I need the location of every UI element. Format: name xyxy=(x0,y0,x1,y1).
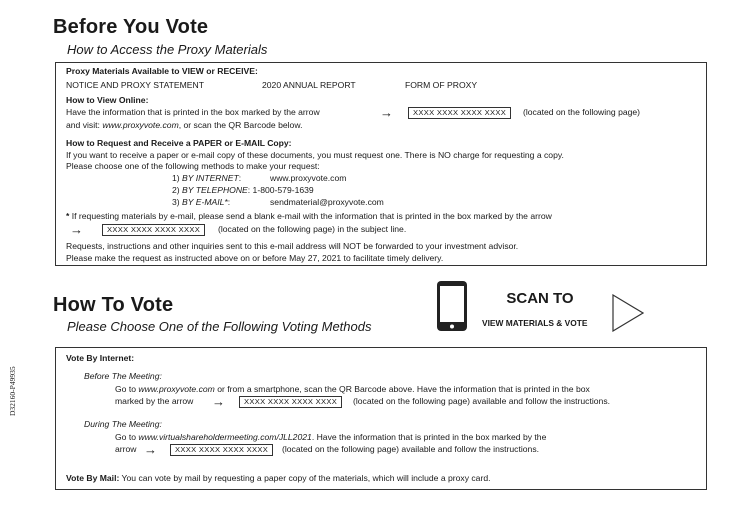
proxyvote-link[interactable]: www.proxyvote.com xyxy=(138,384,215,394)
during-line-1: Go to www.virtualshareholdermeeting.com/JLL2021. Have the information that is printed in the box marked by the xyxy=(115,432,547,442)
method-internet-value[interactable]: www.proxyvote.com xyxy=(270,173,347,183)
before-line-1: Go to www.proxyvote.com or from a smartphone, scan the QR Barcode above. Have the information that is printed in the box xyxy=(115,384,590,394)
vote-by-mail: Vote By Mail: You can vote by mail by requesting a paper copy of the materials, which will include a proxy card. xyxy=(66,473,491,483)
page-title-how-to-vote: How To Vote xyxy=(53,294,174,316)
howto-subtitle: Please Choose One of the Following Voting Methods xyxy=(67,319,372,334)
method-telephone: 2) BY TELEPHONE: 1-800-579-1639 xyxy=(172,185,314,195)
control-number-box: XXXX XXXX XXXX XXXX xyxy=(408,107,511,119)
before-subtitle: How to Access the Proxy Materials xyxy=(67,42,268,57)
view-line-1: Have the information that is printed in the box marked by the arrow xyxy=(66,107,320,117)
smartphone-icon xyxy=(436,280,468,332)
vote-internet-heading: Vote By Internet: xyxy=(66,353,135,363)
view-online-heading: How to View Online: xyxy=(66,95,149,105)
doc-notice: NOTICE AND PROXY STATEMENT xyxy=(66,80,204,90)
email-note: * If requesting materials by e-mail, please send a blank e-mail with the information that is printed in the box marked by the arrow xyxy=(66,211,552,221)
materials-heading: Proxy Materials Available to VIEW or RECEIVE: xyxy=(66,66,258,76)
before-line-2-suffix: (located on the following page) available and follow the instructions. xyxy=(353,396,611,406)
method-internet: 1) BY INTERNET: xyxy=(172,173,242,183)
before-line-2: marked by the arrow xyxy=(115,396,194,406)
before-meeting-label: Before The Meeting: xyxy=(84,371,162,381)
request-line-1: If you want to receive a paper or e-mail copy of these documents, you must request one. There is NO charge for requesting a copy. xyxy=(66,150,564,160)
during-line-2-suffix: (located on the following page) available and follow the instructions. xyxy=(282,444,540,454)
method-email: 3) BY E-MAIL*: xyxy=(172,197,231,207)
during-meeting-label: During The Meeting: xyxy=(84,419,162,429)
play-arrow-icon xyxy=(612,294,644,332)
scan-to-title: SCAN TO xyxy=(506,290,574,307)
doc-annual-report: 2020 ANNUAL REPORT xyxy=(262,80,356,90)
view-suffix: (located on the following page) xyxy=(523,107,641,117)
email-note-suffix: (located on the following page) in the subject line. xyxy=(218,224,407,234)
doc-form-of-proxy: FORM OF PROXY xyxy=(405,80,478,90)
proxyvote-link[interactable]: www.proxyvote.com xyxy=(102,120,179,130)
page-title-before-you-vote: Before You Vote xyxy=(53,16,209,38)
view-line-2: and visit: www.proxyvote.com, or scan the QR Barcode below. xyxy=(66,120,303,130)
control-number-box: XXXX XXXX XXXX XXXX xyxy=(102,224,205,236)
request-line-2: Please choose one of the following methods to make your request: xyxy=(66,161,320,171)
request-heading: How to Request and Receive a PAPER or E-MAIL Copy: xyxy=(66,138,292,148)
footer-line-2: Please make the request as instructed above on or before May 27, 2021 to facilitate timely delivery. xyxy=(66,253,444,263)
arrow-icon: → xyxy=(70,222,83,238)
control-number-box: XXXX XXXX XXXX XXXX xyxy=(239,396,342,408)
during-line-2: arrow xyxy=(115,444,137,454)
arrow-icon: → xyxy=(212,394,225,410)
arrow-icon: → xyxy=(144,442,157,458)
arrow-icon: → xyxy=(380,105,393,121)
document-code: D32160-P49935 xyxy=(8,366,17,416)
control-number-box: XXXX XXXX XXXX XXXX xyxy=(170,444,273,456)
footer-line-1: Requests, instructions and other inquiries sent to this e-mail address will NOT be forwarded to your investment advisor. xyxy=(66,241,519,251)
method-email-value[interactable]: sendmaterial@proxyvote.com xyxy=(270,197,384,207)
scan-to-subtitle: VIEW MATERIALS & VOTE xyxy=(482,318,588,328)
virtual-meeting-link[interactable]: www.virtualshareholdermeeting.com/JLL2021 xyxy=(138,432,312,442)
